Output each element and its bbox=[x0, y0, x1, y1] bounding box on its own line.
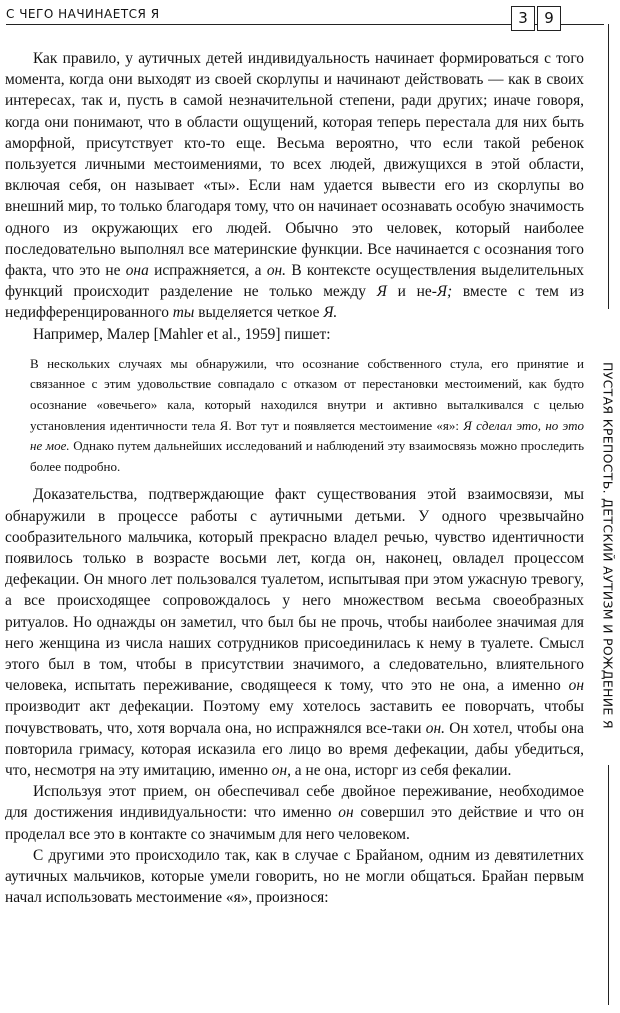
page-body bbox=[5, 48, 584, 908]
margin-rule-bottom bbox=[608, 765, 609, 1005]
block-quote: В нескольких случаях мы обнаружили, что осознание собственного стула, его принятие и связанное с этим удовольствие совпадало с отказом от перестановки местоимений, как будто осознание «овечьего» кала, который находился внутри и активно выталкивался с целью установления идентичности тела Я. Вот тут и появляется местоимение «я»: Я сделал это, но это не мое. Однако путем дальнейших исследований и наблюдений эту взаимосвязь можно проследить более подробно. bbox=[30, 355, 585, 474]
paragraph-4: Используя этот прием, он обеспечивал себе двойное переживание, необходимое для достижения индивидуальности: что именно он совершил это действие и что он проделал все это в контакте со значимым для него человеком. bbox=[5, 783, 584, 843]
paragraph-3: Доказательства, подтверждающие факт существования этой взаимосвязи, мы обнаружили в процессе работы с аутичными детьми. У одного чрезвычайно сообразительного мальчика, который прекрасно владел речью, чувство идентичности появилось только в возрасте восьми лет, когда он, наконец, овладел процессом дефекации. Он много лет пользовался туалетом, испытывая при этом ужасную тревогу, а все происходящее сопровождалось у него множеством весьма своеобразных ритуалов. Но однажды он заметил, что был бы не прочь, чтобы наиболее значимая для него женщина из числа наших сотрудников присоединилась к нему в туалете. Смысл этого был в том, чтобы в присутствии значимого, а следовательно, влиятельного человека, испытать переживание, сводящееся к тому, что это не она, а именно он производит акт дефекации. Поэтому ему хотелось заставить ее поворчать, чтобы почувствовать, что, хотя ворчала она, но испражнялся все-таки он. Он хотел, чтобы она повторила гримасу, которая исказила его лицо во время дефекации, дабы убедиться, что, несмотря на эту имитацию, именно он, а не она, исторг из себя фекалии. bbox=[5, 486, 584, 780]
margin-rule-top bbox=[608, 24, 609, 309]
paragraph-2: Например, Малер [Mahler et al., 1959] пишет: bbox=[33, 325, 331, 343]
book-title: ПУСТАЯ КРЕПОСТЬ. ДЕТСКИЙ АУТИЗМ И РОЖДЕНИЕ Я bbox=[600, 361, 616, 729]
running-header bbox=[4, 2, 604, 32]
paragraph-1: Как правило, у аутичных детей индивидуальность начинает формироваться с того момента, когда они выходят из своей скорлупы и начинают действовать — как в своих интересах, так и, пусть в самой незначительной степени, ради других; иначе говоря, когда они понимают, что в области ощущений, которая теперь перестала для них быть аморфной, присутствует кто-то еще. Весьма вероятно, что если такой ребенок пользуется личными местоимениями, то всех людей, движущихся в этой области, включая себя, он называет «ты». Если нам удается вывести его из скорлупы во внешний мир, то только благодаря тому, что он начинает осознавать особую значимость одного из окружающих его людей. Обычно это человек, который наиболее последовательно выполнял все материнские функции. Все начинается с осознания того факта, что это не она испражняется, а он. В контексте осуществления выделительных функций происходит разделение не только между Я и не-Я; вместе с тем из недифференцированного ты выделяется четкое Я. bbox=[5, 50, 585, 322]
book-title-vertical bbox=[598, 330, 618, 760]
page-number-digit-2: 9 bbox=[537, 6, 561, 31]
paragraph-5: С другими это происходило так, как в случае с Брайаном, одним из девятилетних аутичных мальчиков, которые умели говорить, но не могли общаться. Брайан первым начал использовать местоимение «я», произнося: bbox=[5, 846, 584, 907]
page-number-digit-1: 3 bbox=[511, 6, 535, 31]
chapter-title: С ЧЕГО НАЧИНАЕТСЯ Я bbox=[6, 7, 160, 21]
